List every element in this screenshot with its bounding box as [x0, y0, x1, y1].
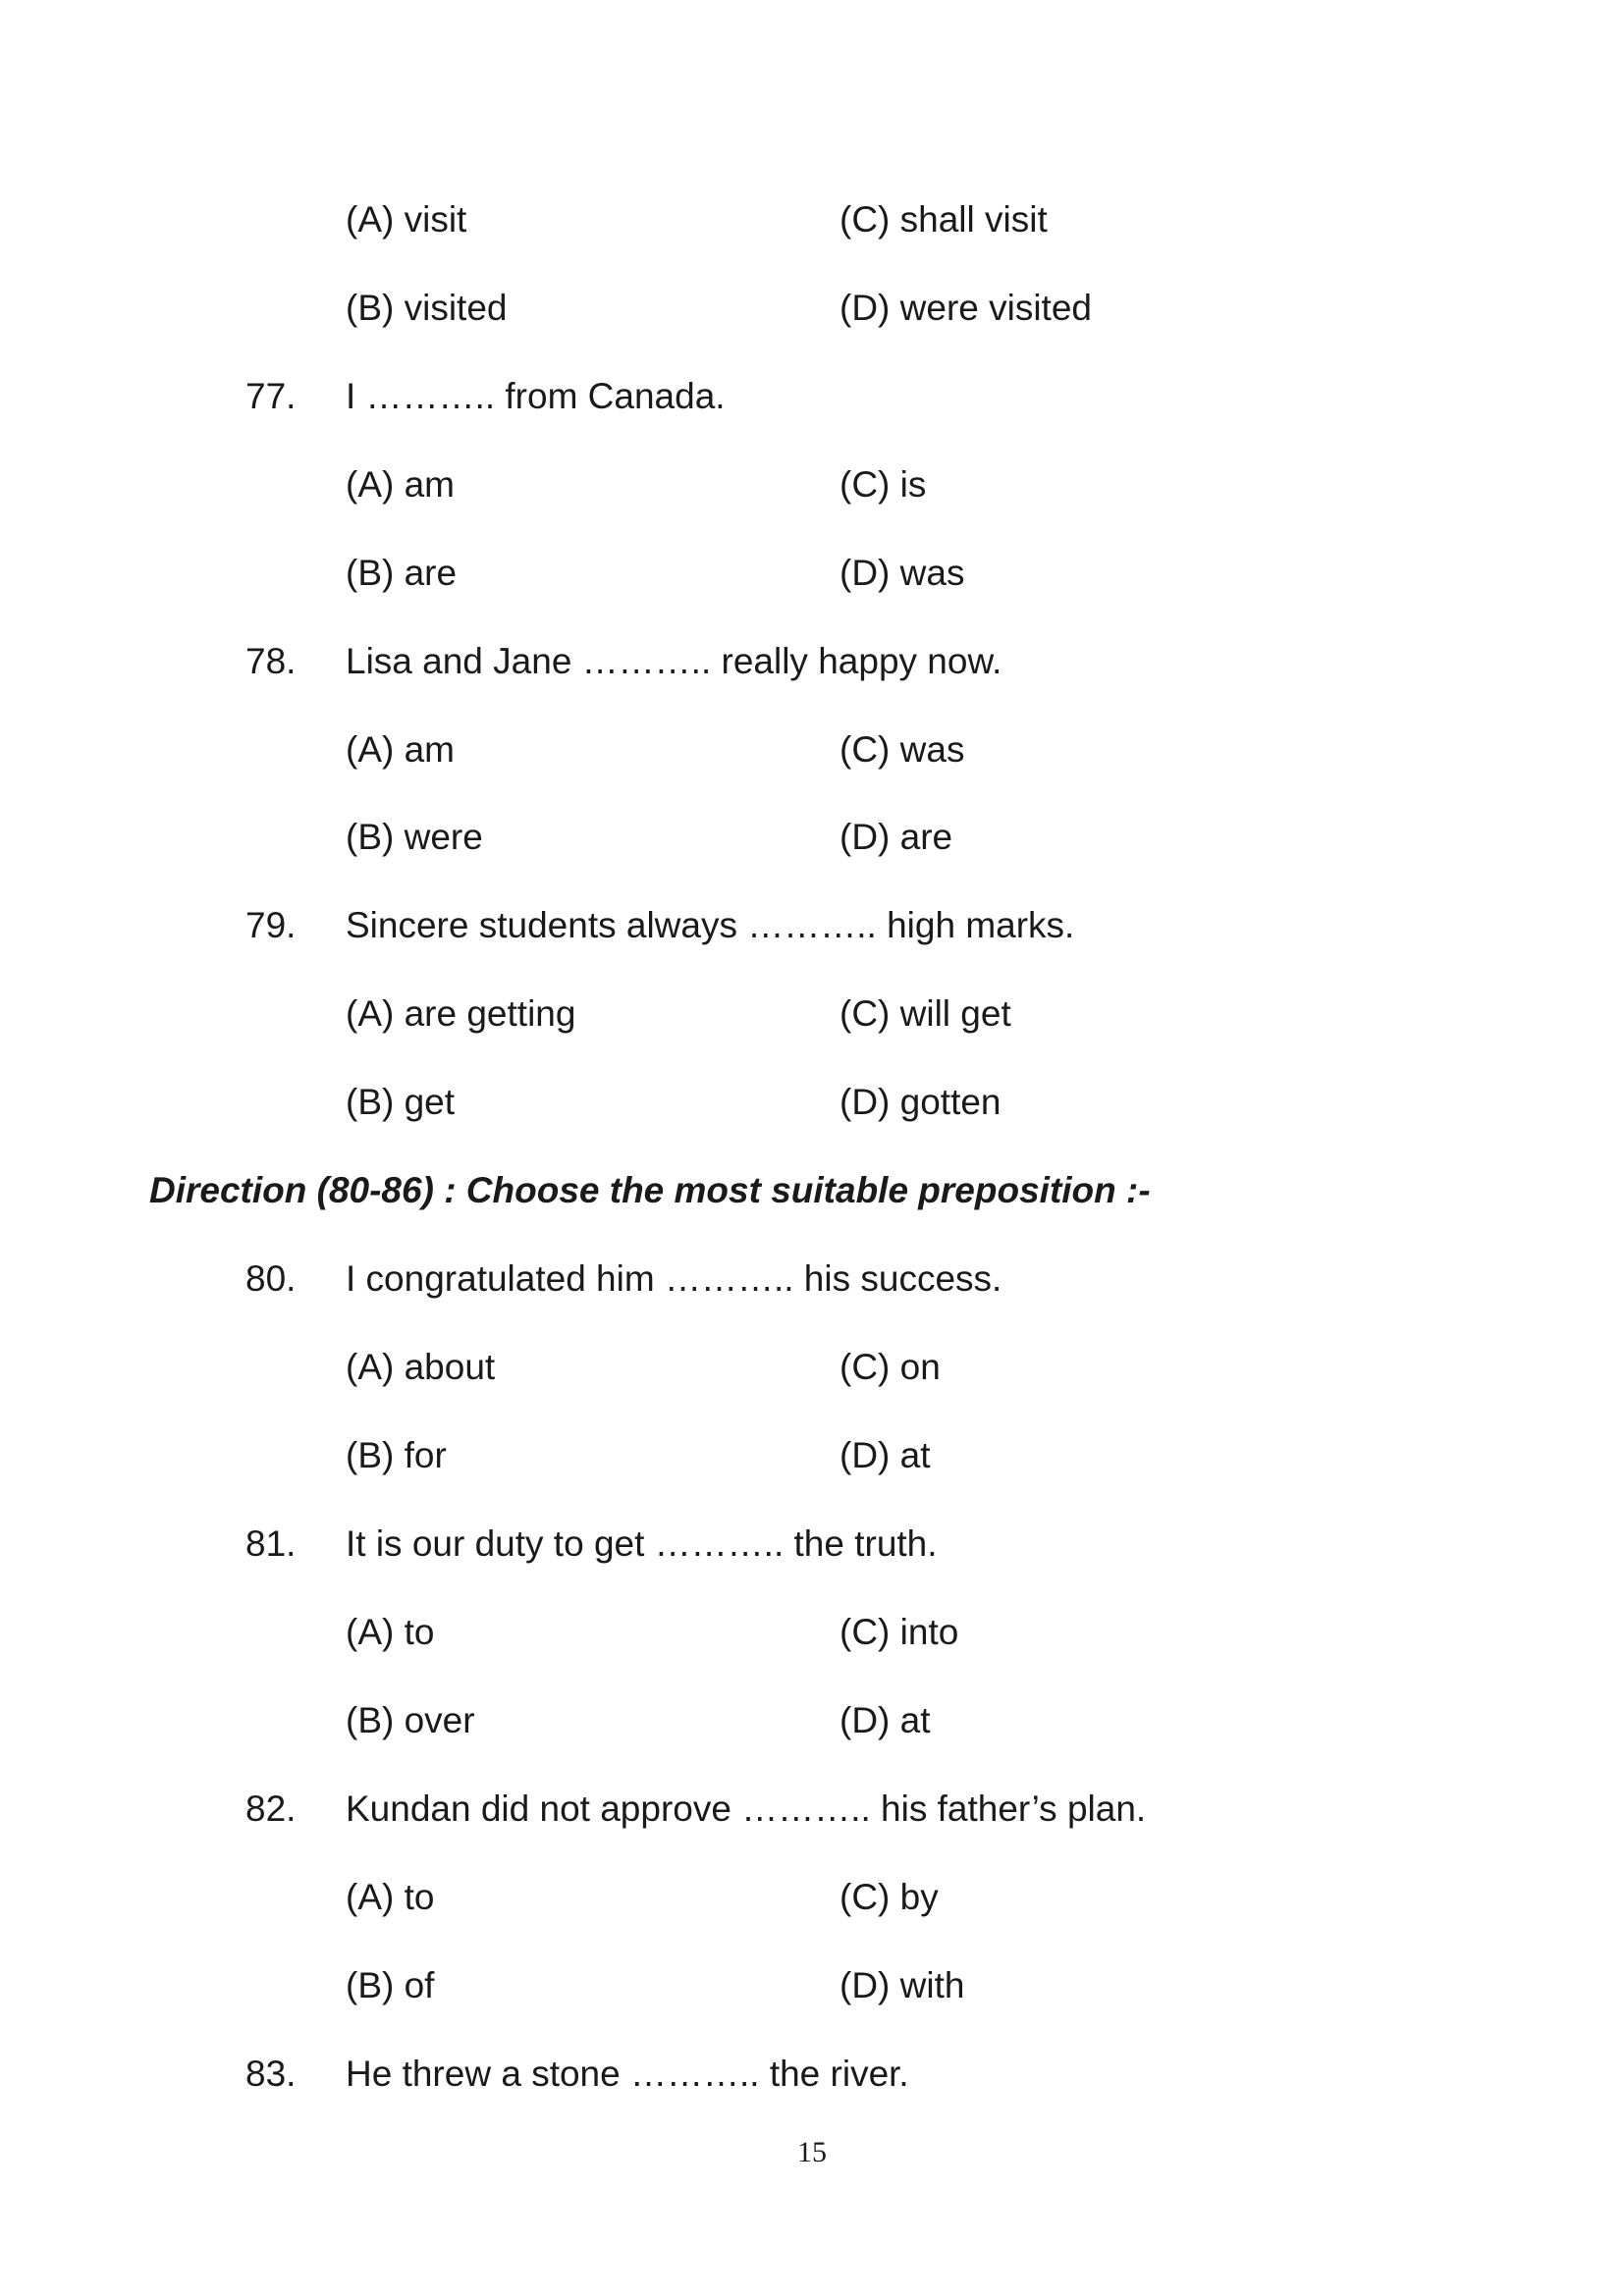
question-number-78: 78.	[245, 641, 297, 681]
option-79-b: (B) get	[346, 1082, 456, 1122]
option-79-a: (A) are getting	[346, 993, 576, 1034]
option-80-a: (A) about	[346, 1347, 496, 1387]
option-77-b: (B) are	[346, 553, 458, 593]
option-80-c: (C) on	[839, 1347, 941, 1387]
option-81-b: (B) over	[346, 1700, 475, 1740]
question-text-80: I congratulated him ……….. his success.	[346, 1258, 1002, 1299]
option-82-c: (C) by	[839, 1877, 939, 1917]
question-number-77: 77.	[245, 376, 297, 416]
page-number: 15	[797, 2136, 827, 2168]
question-number-79: 79.	[245, 905, 297, 945]
question-number-81: 81.	[245, 1523, 297, 1564]
option-77-d: (D) was	[839, 553, 965, 593]
option-77-a: (A) am	[346, 464, 455, 505]
option-76-c: (C) shall visit	[839, 199, 1048, 240]
question-text-83: He threw a stone ……….. the river.	[346, 2054, 909, 2094]
question-text-77: I ……….. from Canada.	[346, 376, 726, 416]
option-76-b: (B) visited	[346, 288, 508, 328]
option-79-c: (C) will get	[839, 993, 1011, 1034]
option-78-d: (D) are	[839, 817, 953, 857]
question-number-80: 80.	[245, 1258, 297, 1299]
question-text-78: Lisa and Jane ……….. really happy now.	[346, 641, 1002, 681]
option-81-d: (D) at	[839, 1700, 931, 1740]
question-text-81: It is our duty to get ……….. the truth.	[346, 1523, 938, 1564]
option-80-d: (D) at	[839, 1435, 931, 1475]
option-82-d: (D) with	[839, 1965, 965, 2005]
direction-heading: Direction (80-86) : Choose the most suitable preposition :-	[149, 1170, 1151, 1210]
question-text-79: Sincere students always ……….. high marks.	[346, 905, 1075, 945]
option-81-c: (C) into	[839, 1612, 959, 1652]
option-81-a: (A) to	[346, 1612, 435, 1652]
question-text-82: Kundan did not approve ……….. his father’s plan.	[346, 1789, 1147, 1829]
option-78-b: (B) were	[346, 817, 483, 857]
option-79-d: (D) gotten	[839, 1082, 1001, 1122]
option-80-b: (B) for	[346, 1435, 447, 1475]
question-number-83: 83.	[245, 2054, 297, 2094]
question-number-82: 82.	[245, 1789, 297, 1829]
option-82-b: (B) of	[346, 1965, 435, 2005]
option-82-a: (A) to	[346, 1877, 435, 1917]
option-78-a: (A) am	[346, 729, 455, 770]
option-76-d: (D) were visited	[839, 288, 1092, 328]
option-78-c: (C) was	[839, 729, 965, 770]
option-76-a: (A) visit	[346, 199, 467, 240]
option-77-c: (C) is	[839, 464, 927, 505]
